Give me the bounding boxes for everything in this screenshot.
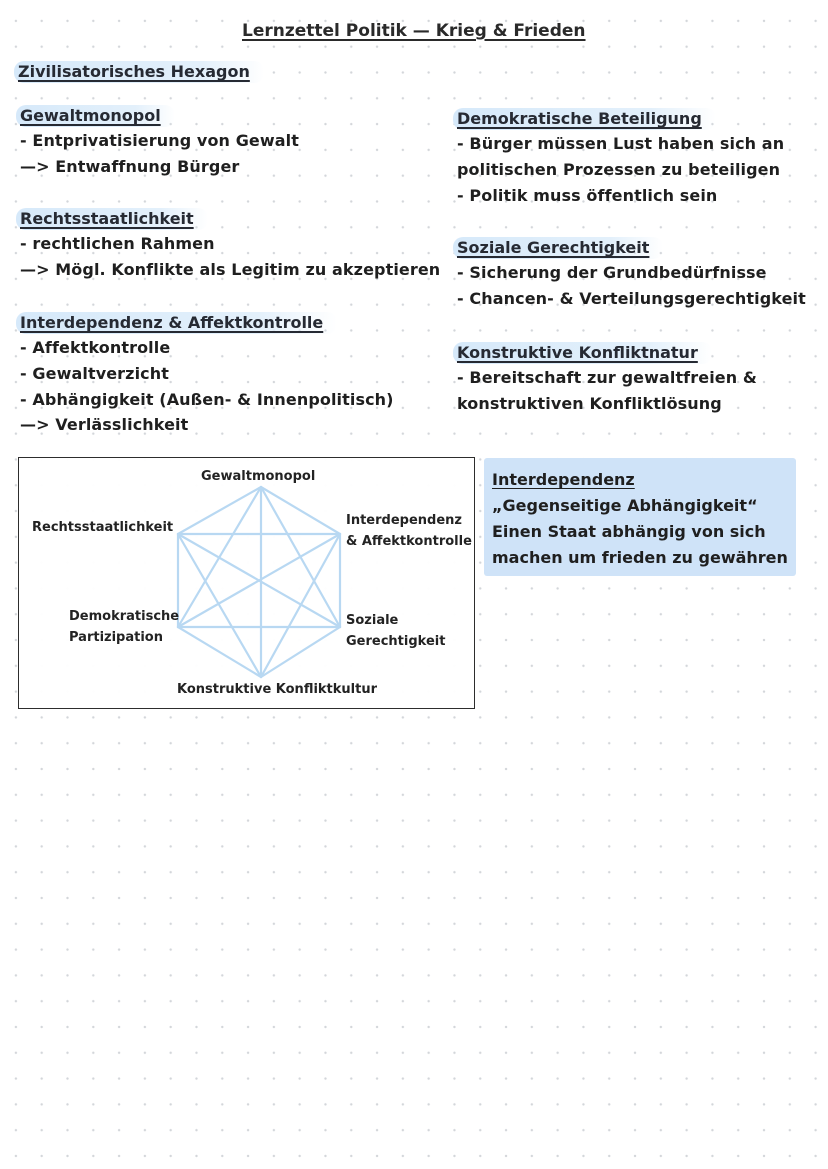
diagram-label-top: Gewaltmonopol xyxy=(201,469,316,484)
interdependenz-line-1: - Affektkontrolle xyxy=(20,338,171,357)
rechtsstaatlichkeit-line-2: —> Mögl. Konflikte als Legitim zu akzeptieren xyxy=(20,260,441,279)
page-title: Lernzettel Politik — Krieg & Frieden xyxy=(242,21,586,41)
diagram-label-left-lower-2: Partizipation xyxy=(69,630,163,645)
konfliktnatur-line-2: konstruktiven Konfliktlösung xyxy=(457,394,722,413)
diagram-label-left-lower-1: Demokratische xyxy=(69,609,180,624)
interdependenz-line-4: —> Verlässlichkeit xyxy=(20,415,189,434)
hexagon-line-lower-right-to-bottom xyxy=(261,627,340,677)
hexagon-line-top-to-upper-left xyxy=(178,487,261,534)
info-box-heading: Interdependenz xyxy=(492,470,635,489)
heading-interdependenz: Interdependenz & Affektkontrolle xyxy=(16,312,337,334)
hexagon-diagram xyxy=(18,457,475,709)
beteiligung-line-3: - Politik muss öffentlich sein xyxy=(457,186,718,205)
heading-rechtsstaatlichkeit: Rechtsstaatlichkeit xyxy=(16,208,208,230)
hexagon-line-bottom-to-lower-left xyxy=(178,627,261,677)
diagram-label-right-lower-2: Gerechtigkeit xyxy=(346,634,446,649)
beteiligung-line-2: politischen Prozessen zu beteiligen xyxy=(457,160,781,179)
interdependenz-line-3: - Abhängigkeit (Außen- & Innenpolitisch) xyxy=(20,390,394,409)
diagram-label-right-lower-1: Soziale xyxy=(346,613,399,628)
rechtsstaatlichkeit-line-1: - rechtlichen Rahmen xyxy=(20,234,215,253)
diagram-label-right-upper-1: Interdependenz xyxy=(346,513,462,528)
diagram-label-left-upper: Rechtsstaatlichkeit xyxy=(32,520,174,535)
section-heading: Zivilisatorisches Hexagon xyxy=(14,61,264,83)
heading-konfliktnatur: Konstruktive Konfliktnatur xyxy=(453,342,712,364)
beteiligung-line-1: - Bürger müssen Lust haben sich an xyxy=(457,134,785,153)
diagram-label-bottom: Konstruktive Konfliktkultur xyxy=(177,682,378,697)
konfliktnatur-line-1: - Bereitschaft zur gewaltfreien & xyxy=(457,368,757,387)
heading-gewaltmonopol: Gewaltmonopol xyxy=(16,105,175,127)
heading-gerechtigkeit: Soziale Gerechtigkeit xyxy=(453,237,663,259)
gewaltmonopol-line-1: - Entprivatisierung von Gewalt xyxy=(20,131,299,150)
gerechtigkeit-line-1: - Sicherung der Grundbedürfnisse xyxy=(457,263,767,282)
gewaltmonopol-line-2: —> Entwaffnung Bürger xyxy=(20,157,240,176)
heading-beteiligung: Demokratische Beteiligung xyxy=(453,108,716,130)
info-box-line-2: Einen Staat abhängig von sich xyxy=(492,522,766,541)
hexagon-graphic xyxy=(19,458,474,708)
hexagon-line-top-to-upper-right xyxy=(261,487,340,534)
info-box-line-1: „Gegenseitige Abhängigkeit“ xyxy=(492,496,758,515)
interdependenz-line-2: - Gewaltverzicht xyxy=(20,364,169,383)
info-box xyxy=(484,458,796,576)
gerechtigkeit-line-2: - Chancen- & Verteilungsgerechtigkeit xyxy=(457,289,806,308)
info-box-line-3: machen um frieden zu gewähren xyxy=(492,548,788,567)
diagram-label-right-upper-2: & Affektkontrolle xyxy=(346,534,472,549)
